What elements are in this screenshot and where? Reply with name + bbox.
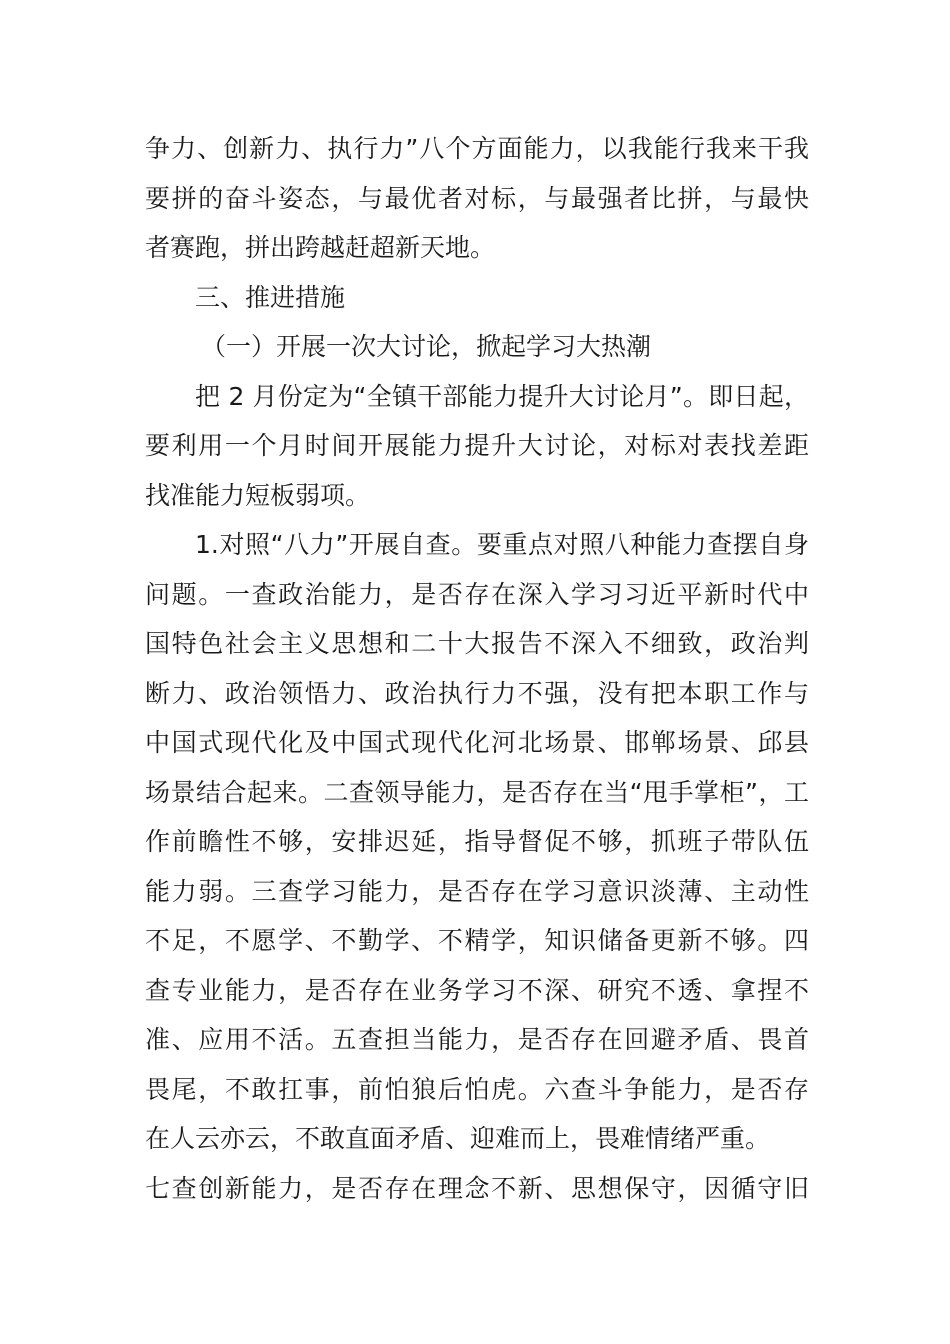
text-line: 场景结合起来。二查领导能力，是否存在当“甩手掌柜”，工 (145, 777, 809, 807)
text-line: 在人云亦云，不敢直面矛盾、迎难而上，畏难情绪严重。 (145, 1124, 771, 1153)
text-line: 能力弱。三查学习能力，是否存在学习意识淡薄、主动性 (145, 876, 809, 906)
text-line: 七查创新能力，是否存在理念不新、思想保守，因循守旧 (145, 1173, 809, 1203)
text-line: 把 2 月份定为“全镇干部能力提升大讨论月”。即日起， (195, 381, 809, 411)
text-line: 1.对照“八力”开展自查。要重点对照八种能力查摆自身 (195, 530, 809, 559)
text-line: 不足，不愿学、不勤学、不精学，知识储备更新不够。四 (145, 926, 809, 955)
document-body (145, 124, 809, 1213)
text-line: 问题。一查政治能力，是否存在深入学习习近平新时代中 (145, 579, 809, 609)
text-line: 要拼的奋斗姿态，与最优者对标，与最强者比拼，与最快 (145, 183, 809, 213)
text-line: 查专业能力，是否存在业务学习不深、研究不透、拿捏不 (145, 975, 809, 1005)
text-line: 中国式现代化及中国式现代化河北场景、邯郸场景、邱县 (145, 728, 809, 757)
text-line: 找准能力短板弱项。 (145, 480, 371, 510)
text-line: 作前瞻性不够，安排迟延，指导督促不够，抓班子带队伍 (145, 827, 809, 856)
text-line: 断力、政治领悟力、政治执行力不强，没有把本职工作与 (145, 678, 809, 708)
text-line: 准、应用不活。五查担当能力，是否存在回避矛盾、畏首 (145, 1025, 809, 1054)
subsection-heading: （一）开展一次大讨论，掀起学习大热潮 (201, 332, 652, 361)
text-line: 争力、创新力、执行力”八个方面能力，以我能行我来干我 (145, 134, 809, 163)
text-line: 要利用一个月时间开展能力提升大讨论，对标对表找差距 (145, 431, 809, 460)
section-heading: 三、推进措施 (195, 282, 346, 312)
text-line: 畏尾，不敢扛事，前怕狼后怕虎。六查斗争能力，是否存 (145, 1074, 809, 1104)
text-line: 者赛跑，拼出跨越赶超新天地。 (145, 233, 496, 262)
text-line: 国特色社会主义思想和二十大报告不深入不细致，政治判 (145, 629, 809, 658)
